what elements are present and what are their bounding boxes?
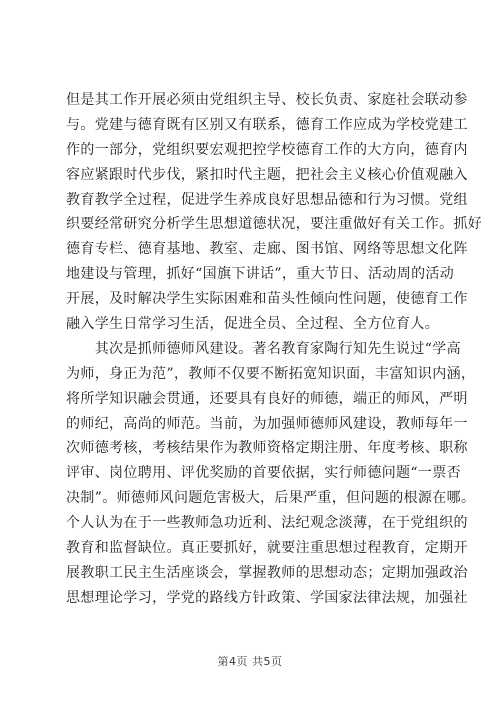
text-line: 决制”。师德师风问题危害极大，后果严重，但问题的根源在哪。: [66, 490, 476, 507]
text-line: 其次是抓师德师风建设。著名教育家陶行知先生说过“学高: [66, 340, 461, 357]
text-line: 作的一部分，党组织要宏观把控学校德育工作的大方向，德育内: [66, 141, 468, 158]
text-line: 织要经常研究分析学生思想道德状况，要注重做好有关工作。抓好: [66, 216, 483, 233]
text-line: 评审、岗位聘用、评优奖励的首要依据，实行师德问题“一票否: [66, 465, 461, 482]
text-line: 容应紧跟时代步伐，紧扣时代主题，把社会主义核心价值观融入: [66, 166, 468, 183]
text-line: 次师德考核，考核结果作为教师资格定期注册、年度考核、职称: [66, 440, 468, 457]
text-line: 思想理论学习，学党的路线方针政策、学国家法律法规，加强社: [66, 589, 468, 606]
text-line: 为师，身正为范”，教师不仅要不断拓宽知识面，丰富知识内涵，: [66, 365, 476, 382]
text-line: 德育专栏、德育基地、教室、走廊、图书馆、网络等思想文化阵: [66, 241, 468, 258]
text-line: 与。党建与德育既有区别又有联系，德育工作应成为学校党建工: [66, 116, 468, 133]
page-number-footer: 第4页 共5页: [217, 655, 283, 668]
text-line: 个人认为在于一些教师急功近利、法纪观念淡薄，在于党组织的: [66, 515, 468, 532]
text-line: 展教职工民主生活座谈会，掌握教师的思想动态；定期加强政治: [66, 564, 468, 581]
text-line: 开展，及时解决学生实际困难和苗头性倾向性问题，使德育工作: [66, 291, 468, 308]
text-line: 融入学生日常学习生活，促进全员、全过程、全方位育人。: [66, 316, 440, 333]
text-line: 但是其工作开展必须由党组织主导、校长负责、家庭社会联动参: [66, 92, 468, 108]
text-line: 的师纪，高尚的师范。当前，为加强师德师风建设，教师每年一: [66, 415, 468, 432]
text-line: 地建设与管理，抓好“国旗下讲话”，重大节日、活动周的活动: [66, 266, 455, 283]
body-text: [66, 88, 483, 611]
text-line: 教育教学全过程，促进学生养成良好思想品德和行为习惯。党组: [66, 191, 468, 208]
text-line: 将所学知识融会贯通，还要具有良好的师德，端正的师风，严明: [66, 390, 468, 407]
text-line: 教育和监督缺位。真正要抓好，就要注重思想过程教育，定期开: [66, 540, 468, 557]
